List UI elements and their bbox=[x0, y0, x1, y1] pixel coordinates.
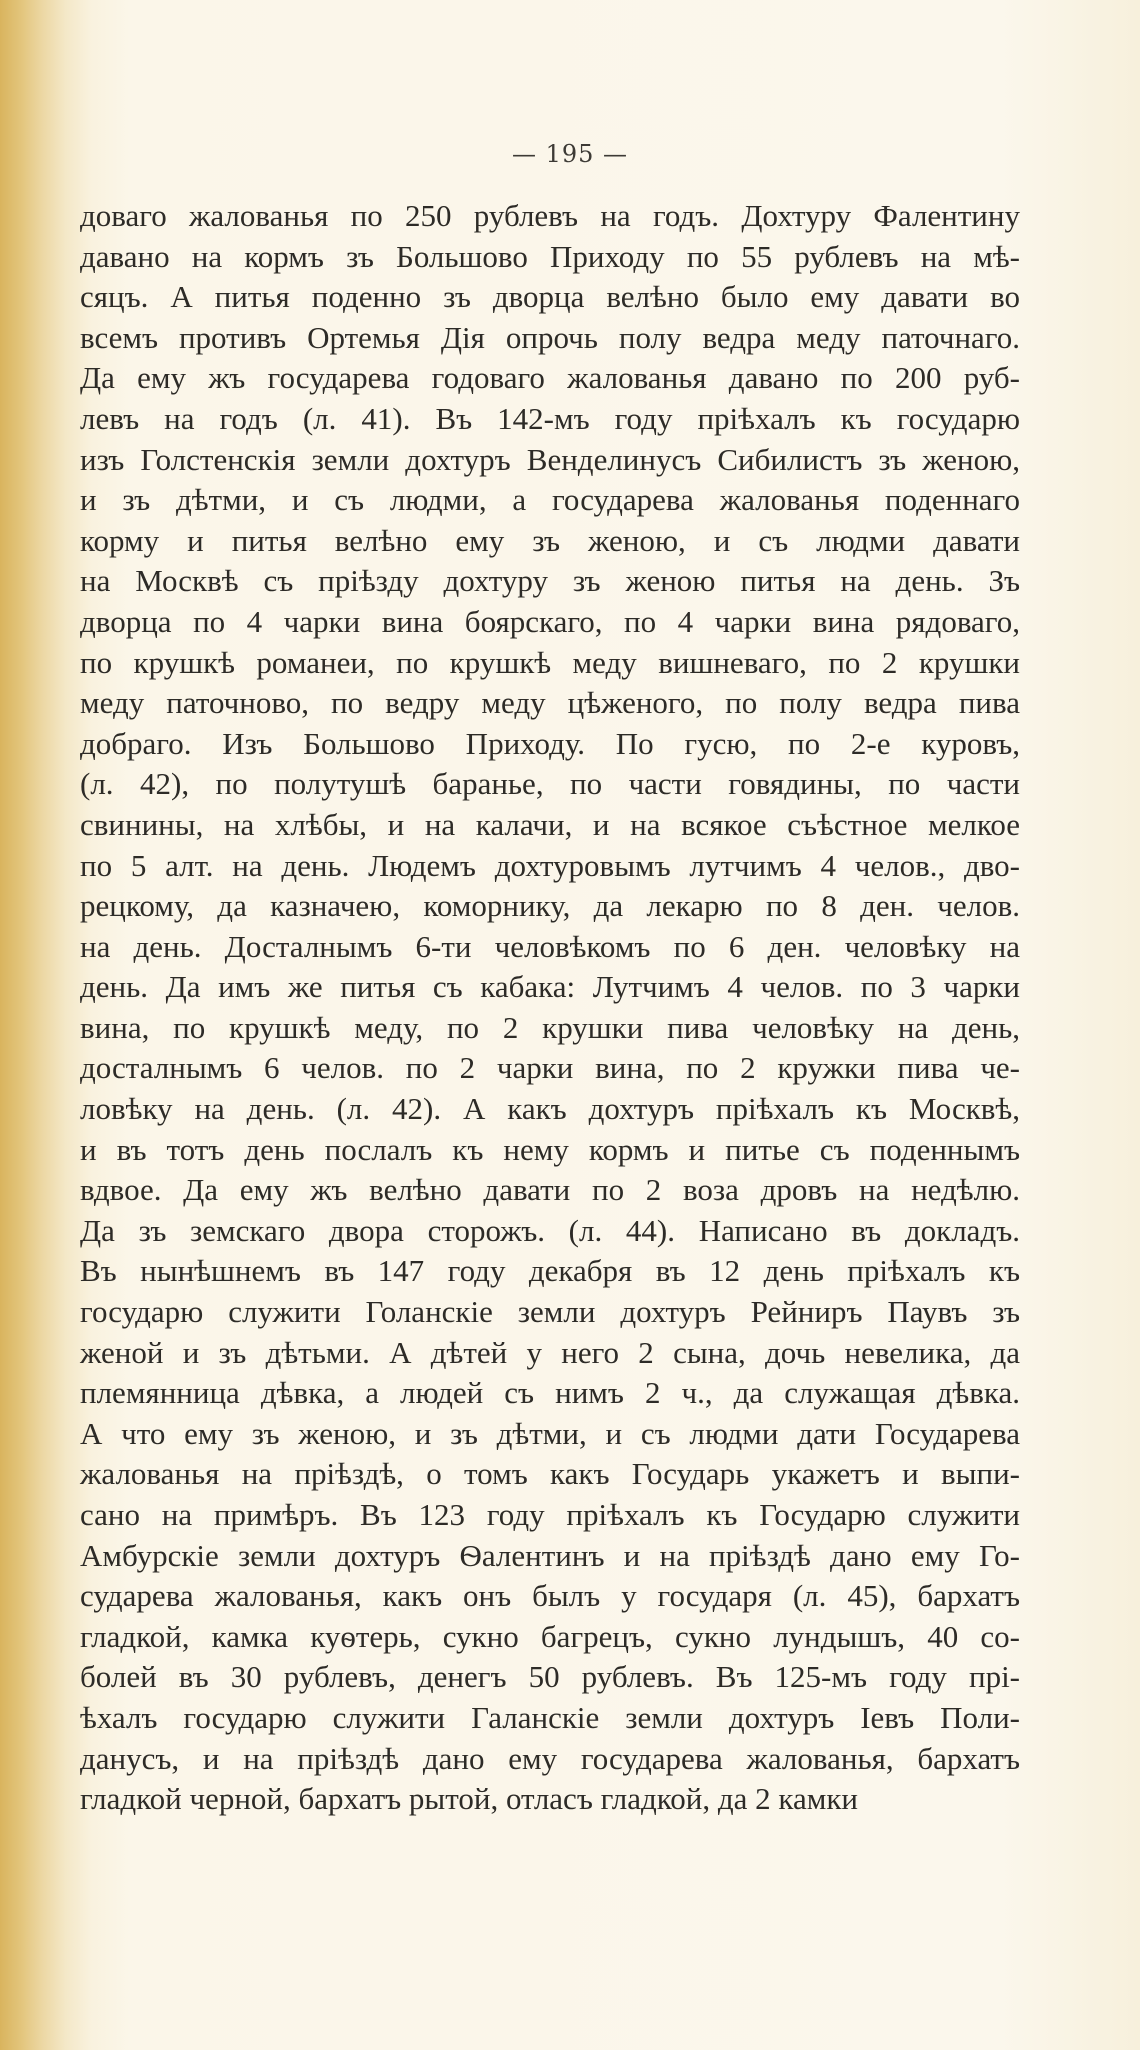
text-line: жалованья на пріѣздѣ, о томъ какъ Государь укажетъ и выпи- bbox=[80, 1456, 1020, 1492]
text-line: болей въ 30 рублевъ, денегъ 50 рублевъ. Въ 125-мъ году прі- bbox=[80, 1659, 1020, 1695]
text-line: рецкому, да казначею, коморнику, да лекарю по 8 ден. челов. bbox=[80, 888, 1020, 924]
text-line: ѣхалъ государю служити Галанскіе земли дохтуръ Іевъ Поли- bbox=[80, 1699, 1020, 1735]
text-line: корму и питья велѣно ему зъ женою, и съ людми давати bbox=[80, 522, 1020, 558]
page-number: — 195 — bbox=[511, 140, 629, 168]
text-line: сано на примѣръ. Въ 123 году пріѣхалъ къ Государю служити bbox=[80, 1497, 1020, 1532]
text-line: по крушкѣ романеи, по крушкѣ меду вишневаго, по 2 крушки bbox=[80, 644, 1020, 680]
text-line: государю служити Голанскіе земли дохтуръ Рейниръ Паувъ зъ bbox=[80, 1294, 1020, 1330]
text-line: А что ему зъ женою, и зъ дѣтми, и съ людми дати Государева bbox=[80, 1415, 1020, 1451]
text-line: меду паточново, по ведру меду цѣженого, по полу ведра пива bbox=[80, 685, 1020, 721]
text-line: и въ тотъ день послалъ къ нему кормъ и питье съ поденнымъ bbox=[80, 1131, 1020, 1167]
text-line: вина, по крушкѣ меду, по 2 крушки пива человѣку на день, bbox=[80, 1009, 1020, 1045]
text-line: ловѣку на день. (л. 42). А какъ дохтуръ пріѣхалъ къ Москвѣ, bbox=[80, 1091, 1020, 1127]
text-line: Амбурскіе земли дохтуръ Ѳалентинъ и на пріѣздѣ дано ему Го- bbox=[80, 1537, 1020, 1573]
text-line: на день. Досталнымъ 6-ти человѣкомъ по 6 ден. человѣку на bbox=[80, 928, 1020, 964]
text-line: свинины, на хлѣбы, и на калачи, и на всякое съѣстное мелкое bbox=[80, 806, 1020, 842]
body-text bbox=[80, 196, 1020, 1820]
text-line: досталнымъ 6 челов. по 2 чарки вина, по 2 кружки пива че- bbox=[80, 1050, 1020, 1086]
text-line: сударева жалованья, какъ онъ былъ у государя (л. 45), бархатъ bbox=[80, 1578, 1020, 1614]
text-line: дворца по 4 чарки вина боярскаго, по 4 чарки вина рядоваго, bbox=[80, 603, 1020, 639]
text-line: добраго. Изъ Большово Приходу. По гусю, по 2-е куровъ, bbox=[80, 725, 1020, 761]
text-line: вдвое. Да ему жъ велѣно давати по 2 воза дровъ на недѣлю. bbox=[80, 1172, 1020, 1208]
text-line: день. Да имъ же питья съ кабака: Лутчимъ 4 челов. по 3 чарки bbox=[80, 969, 1020, 1005]
text-line: сяцъ. А питья поденно зъ дворца велѣно было ему давати во bbox=[80, 279, 1020, 315]
text-line: доваго жалованья по 250 рублевъ на годъ. Дохтуру Фалентину bbox=[80, 198, 1020, 233]
text-line: и зъ дѣтми, и съ людми, а государева жалованья поденнаго bbox=[80, 482, 1020, 518]
text-line: на Москвѣ съ пріѣзду дохтуру зъ женою питья на день. Зъ bbox=[80, 563, 1020, 599]
text-line: женой и зъ дѣтьми. А дѣтей у него 2 сына, дочь невелика, да bbox=[80, 1334, 1020, 1370]
text-line: гладкой черной, бархатъ рытой, отласъ гладкой, да 2 камки bbox=[80, 1781, 858, 1817]
text-line: гладкой, камка куѳтерь, сукно багрецъ, сукно лундышъ, 40 со- bbox=[80, 1618, 1020, 1654]
text-line: левъ на годъ (л. 41). Въ 142-мъ году пріѣхалъ къ государю bbox=[80, 400, 1020, 436]
text-line: по 5 алт. на день. Людемъ дохтуровымъ лутчимъ 4 челов., дво- bbox=[80, 847, 1020, 883]
text-line: давано на кормъ зъ Большово Приходу по 55 рублевъ на мѣ- bbox=[80, 238, 1020, 274]
text-line: (л. 42), по полутушѣ баранье, по части говядины, по части bbox=[80, 766, 1020, 802]
text-line: Да ему жъ государева годоваго жалованья давано по 200 руб- bbox=[80, 360, 1020, 396]
text-line: изъ Голстенскія земли дохтуръ Венделинусъ Сибилистъ зъ женою, bbox=[80, 441, 1020, 477]
text-line: Да зъ земскаго двора сторожъ. (л. 44). Написано въ докладъ. bbox=[80, 1212, 1020, 1248]
text-line: Въ нынѣшнемъ въ 147 году декабря въ 12 день пріѣхалъ къ bbox=[80, 1253, 1020, 1289]
text-line: племянница дѣвка, а людей съ нимъ 2 ч., да служащая дѣвка. bbox=[80, 1375, 1020, 1411]
text-line: данусъ, и на пріѣздѣ дано ему государева жалованья, бархатъ bbox=[80, 1740, 1020, 1776]
text-line: всемъ противъ Ортемья Дія опрочь полу ведра меду паточнаго. bbox=[80, 319, 1020, 355]
